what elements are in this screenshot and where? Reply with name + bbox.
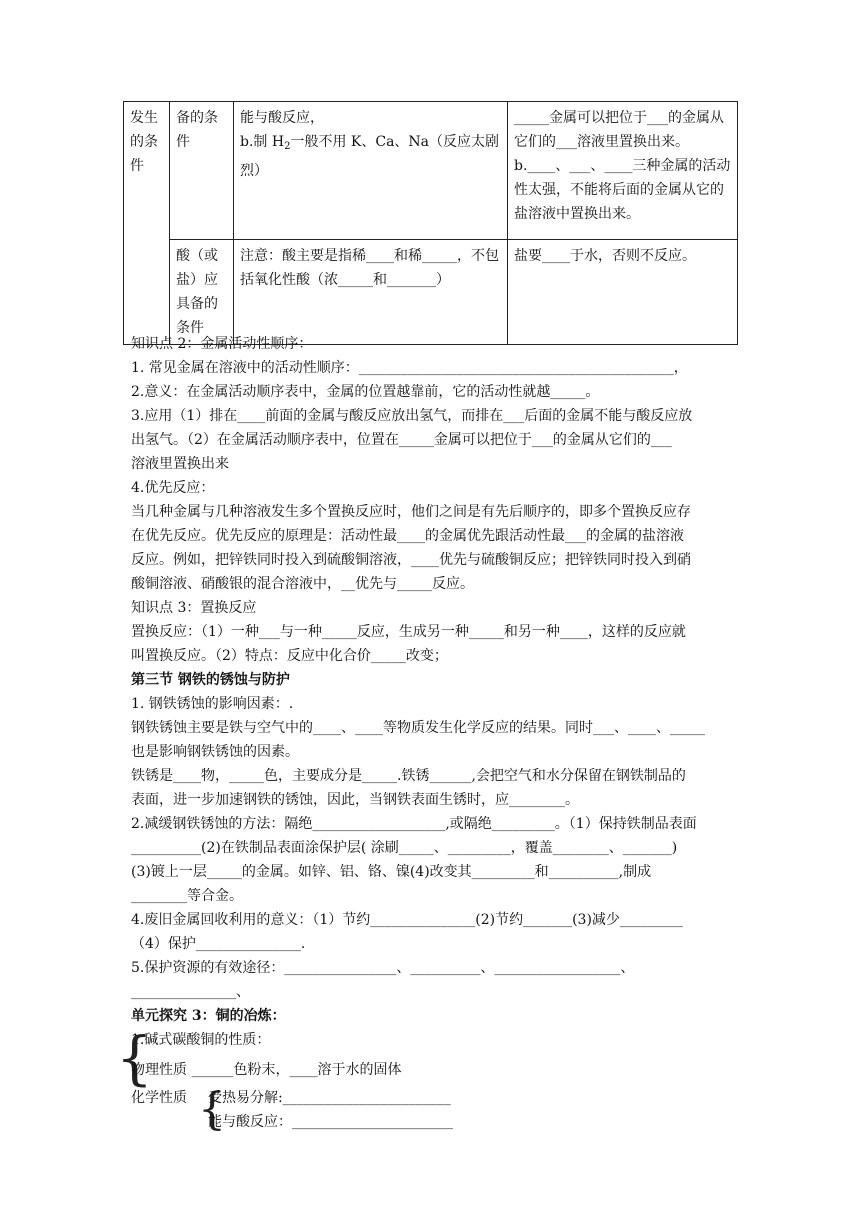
text-line: 受热易分解:________________________ (208, 1090, 451, 1106)
text-line: （4）保护_______________. (131, 936, 306, 952)
cell-text: 能与酸反应， (240, 110, 324, 126)
cell-text-part: b.制 H (240, 134, 285, 150)
text-line: 2.意义：在金属活动顺序表中，金属的位置越靠前，它的活动性就越_____。 (131, 384, 600, 400)
text-line: 置换反应：（1）一种___与一种_____反应，生成另一种_____和另一种____，这样的反应就 (131, 624, 686, 640)
text-line: 能与酸反应：_______________________ (208, 1114, 453, 1130)
text-line: 溶液里置换出来 (131, 456, 229, 472)
text-line: 4.废旧金属回收利用的意义：（1）节约_______________(2)节约_______(3)减少_________ (131, 912, 683, 928)
cell-text (240, 130, 501, 183)
text-line: 在优先反应。优先反应的原理是：活动性最____的金属优先跟活动性最___的金属的盐溶液 (131, 528, 684, 544)
curly-brace-icon: { (116, 1024, 153, 1092)
text-line: 5.保护资源的有效途径：________________、__________、__________________、 (131, 960, 635, 976)
section-heading: 单元探究 3：铜的冶炼： (131, 1008, 286, 1024)
section-heading: 第三节 钢铁的锈蚀与防护 (131, 672, 290, 688)
table-cell: 备的条件 (170, 102, 234, 240)
text-line: 表面，进一步加速钢铁的锈蚀，因此，当钢铁表面生锈时，应________。 (131, 792, 579, 808)
text-line: 也是影响钢铁锈蚀的因素。 (131, 744, 299, 760)
text-line: 知识点 2：金属活动性顺序： (131, 336, 313, 352)
text-line: 反应。例如，把锌铁同时投入到硫酸铜溶液，____优先与硫酸铜反应；把锌铁同时投入到硝 (131, 552, 691, 568)
table-cell: 注意：酸主要是指稀____和稀_____，不包括氧化性酸（浓_____和_______） (234, 240, 508, 345)
text-line: 当几种金属与几种溶液发生多个置换反应时，他们之间是有先后顺序的，即多个置换反应存 (131, 504, 691, 520)
text-line: 出氢气。（2）在金属活动顺序表中，位置在_____金属可以把位于___的金属从它们的___ (131, 432, 672, 448)
text-line: 酸铜溶液、硝酸银的混合溶液中，__优先与_____反应。 (131, 576, 474, 592)
table-cell: 酸（或盐）应具备的条件 (170, 240, 234, 345)
text-line: 4.优先反应： (131, 480, 215, 496)
table-row (124, 102, 738, 240)
text-line: ________等合金。 (131, 888, 243, 904)
text-line: 钢铁锈蚀主要是铁与空气中的____、____等物质发生化学反应的结果。同时___、____、_____ (131, 720, 705, 736)
text-line: _______________、 (131, 984, 250, 1000)
table-cell: 发生的条件 (124, 102, 170, 345)
reaction-conditions-table (123, 101, 738, 345)
table-row (124, 240, 738, 345)
text-line: 2.减缓钢铁锈蚀的方法：隔绝___________________,或隔绝_________。（1）保持铁制品表面 (131, 816, 697, 832)
subscript: 2 (284, 141, 291, 152)
text-line: 化学性质 (131, 1090, 187, 1106)
cell-text-part: 一般不用 K、Ca、Na（反应太剧烈） (240, 134, 500, 179)
cell-text: b.____、___、____三种金属的活动性太强，不能将后面的金属从它的盐溶液中置换出来。 (514, 158, 731, 222)
curly-brace-icon: { (198, 1084, 226, 1135)
text-line: 物理性质 ______色粉末，____溶于水的固体 (131, 1062, 402, 1078)
table-cell (234, 102, 508, 240)
table-cell: 盐要____于水，否则不反应。 (508, 240, 738, 345)
text-line: 1. 钢铁锈蚀的影响因素：. (131, 696, 294, 712)
text-line: 1. 常见金属在溶液中的活动性顺序：_____________________________________________， (131, 360, 688, 376)
text-line: 叫置换反应。（2）特点：反应中化合价_____改变； (131, 648, 448, 664)
text-line: (3)镀上一层_____的金属。如锌、铝、铬、镍(4)改变其_________和__________,制成 (131, 864, 652, 880)
text-line: 1.碱式碳酸铜的性质： (131, 1032, 271, 1048)
cell-text: _____金属可以把位于___的金属从它们的___溶液里置换出来。 (514, 110, 724, 150)
table-cell (508, 102, 738, 240)
text-line: 知识点 3：置换反应 (131, 600, 257, 616)
text-line: __________(2)在铁制品表面涂保护层( 涂刷_____、_________，覆盖________、_______) (131, 840, 678, 856)
text-line: 3.应用（1）排在____前面的金属与酸反应放出氢气，而排在___后面的金属不能与酸反应放 (131, 408, 693, 424)
text-line: 铁锈是____物，_____色，主要成分是_____.铁锈______,会把空气和水分保留在钢铁制品的 (131, 768, 686, 784)
